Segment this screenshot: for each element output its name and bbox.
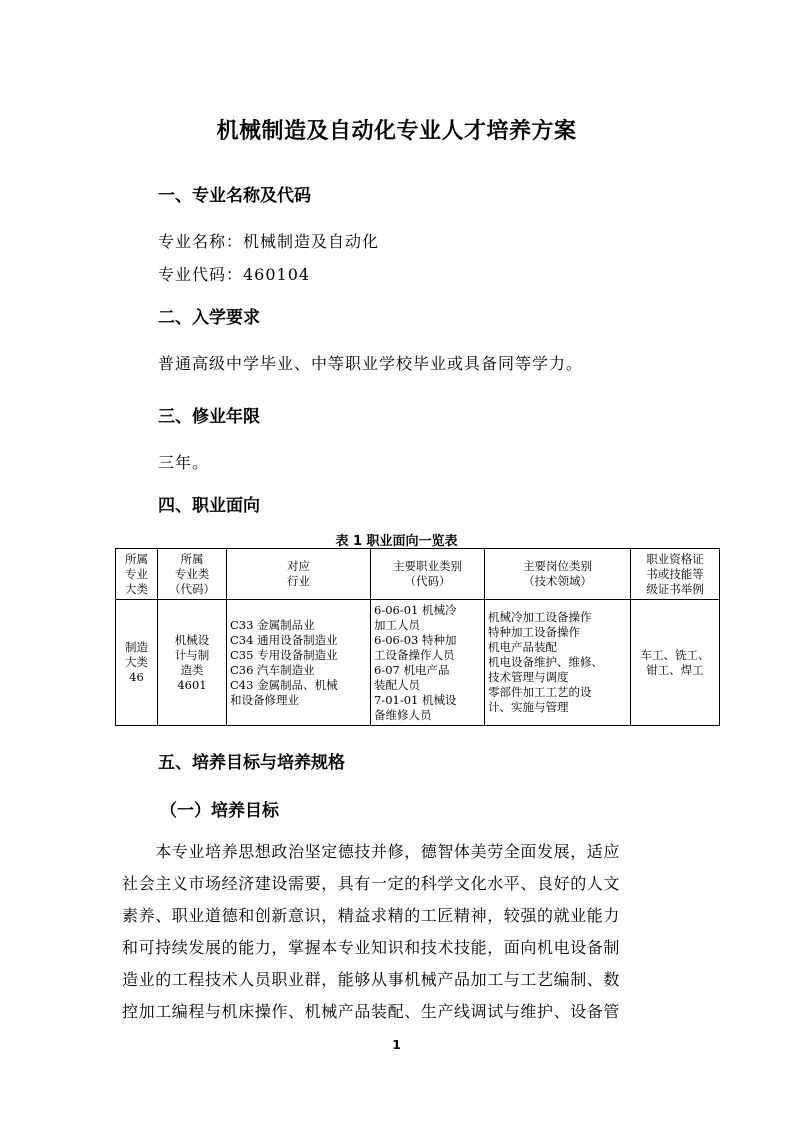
cell-certificate: 车工、铣工、 钳工、焊工 <box>631 600 720 726</box>
paragraph-line: 社会主义市场经济建设需要，具有一定的科学文化水平、良好的人文 <box>122 874 621 893</box>
cell-industry: C33 金属制品业 C34 通用设备制造业 C35 专用设备制造业 C36 汽车制造业 C43 金属制品、机械 和设备修理业 <box>227 600 371 726</box>
paragraph-line: 控加工编程与机床操作、机械产品装配、生产线调试与维护、设备管 <box>122 1002 621 1021</box>
header-subcategory: 所属 专业类 （代码） <box>158 549 227 600</box>
header-occupation: 主要职业类别 （代码） <box>371 549 485 600</box>
cell-subcategory: 机械设 计与制 造类 4601 <box>158 600 227 726</box>
cell-category: 制造 大类 46 <box>116 600 158 726</box>
section-heading-major: 一、专业名称及代码 <box>158 186 311 206</box>
admission-text: 普通高级中学毕业、中等职业学校毕业或具备同等学力。 <box>158 354 584 373</box>
section-heading-career: 四、职业面向 <box>158 496 260 516</box>
paragraph-line: 本专业培养思想政治坚定德技并修，德智体美劳全面发展，适应 <box>122 842 621 861</box>
paragraph-line: 和可持续发展的能力，掌握本专业知识和技术技能，面向机电设备制 <box>122 938 621 957</box>
page-number: 1 <box>392 1038 401 1052</box>
section-heading-goals: 五、培养目标与培养规格 <box>158 753 345 773</box>
section-heading-admission: 二、入学要求 <box>158 308 260 328</box>
cell-occupation: 6-06-01 机械冷 加工人员 6-06-03 特种加 工设备操作人员 6-07 机电产品 装配人员 7-01-01 机械设 备维修人员 <box>371 600 485 726</box>
table-row <box>116 600 720 726</box>
cell-position: 机械冷加工设备操作 特种加工设备操作 机电产品装配 机电设备维护、维修、 技术管理与调度 零部件加工工艺的设 计、实施与管理 <box>485 600 631 726</box>
header-position: 主要岗位类别 （技术领域） <box>485 549 631 600</box>
section-heading-duration: 三、修业年限 <box>158 407 260 427</box>
table-header-row <box>116 549 720 600</box>
header-category: 所属 专业 大类 <box>116 549 158 600</box>
paragraph-line: 素养、职业道德和创新意识，精益求精的工匠精神，较强的就业能力 <box>122 906 621 925</box>
header-certificate: 职业资格证 书或技能等 级证书举例 <box>631 549 720 600</box>
table-caption: 表 1 职业面向一览表 <box>335 534 458 549</box>
page-title: 机械制造及自动化专业人才培养方案 <box>216 119 577 144</box>
paragraph-line: 造业的工程技术人员职业群，能够从事机械产品加工与工艺编制、数 <box>122 970 621 989</box>
subsection-heading-goal: （一）培养目标 <box>160 801 279 821</box>
goal-paragraph <box>122 836 684 1028</box>
major-name-line: 专业名称：机械制造及自动化 <box>158 232 380 251</box>
header-industry: 对应 行业 <box>227 549 371 600</box>
major-code-line: 专业代码：460104 <box>158 265 311 284</box>
duration-text: 三年。 <box>158 453 210 472</box>
career-table <box>115 548 720 726</box>
